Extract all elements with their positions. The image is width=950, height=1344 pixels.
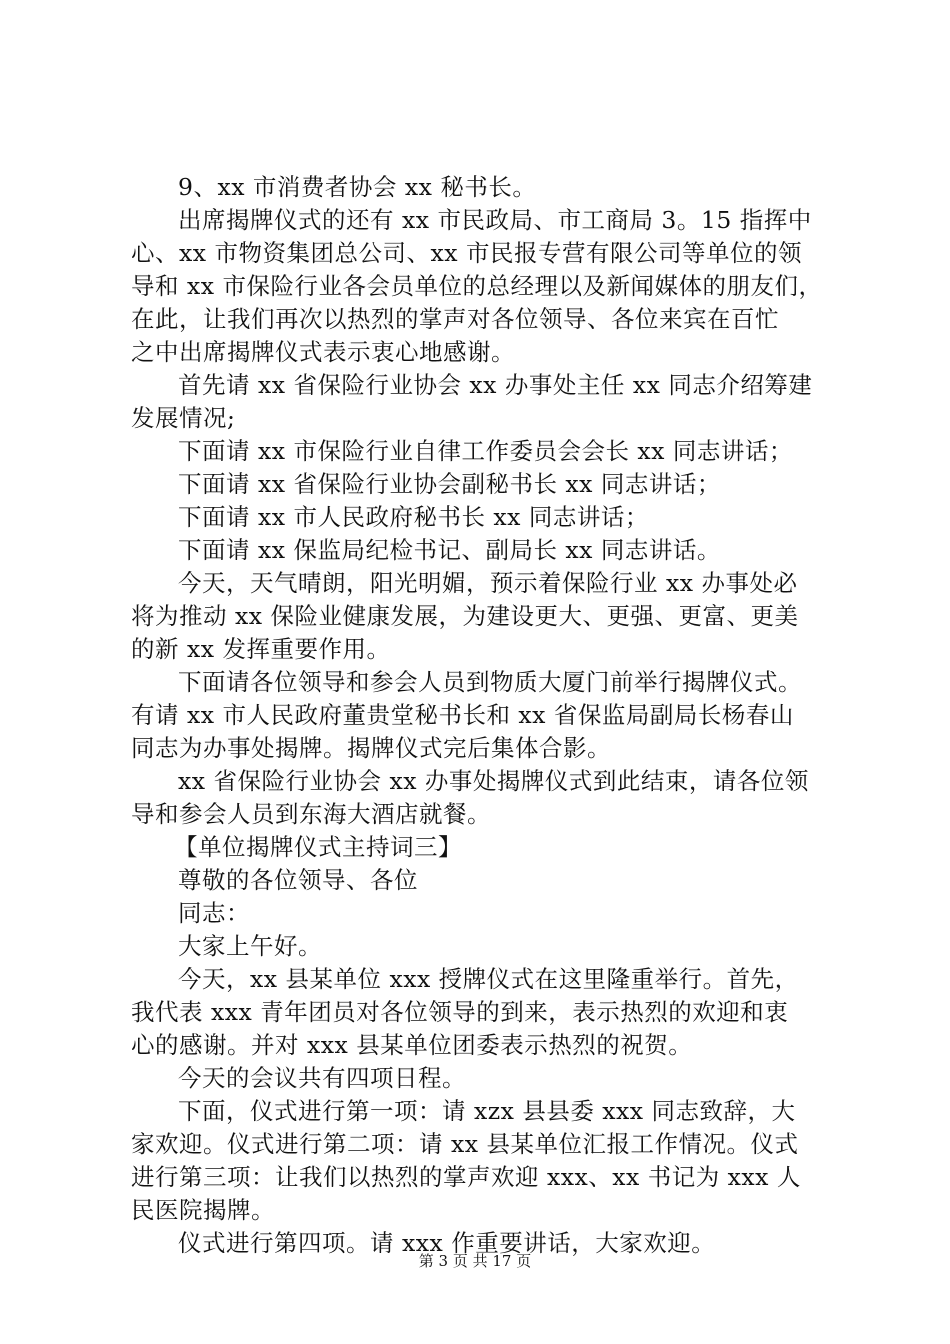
text-line: 之中出席揭牌仪式表示衷心地感谢。 bbox=[131, 338, 515, 366]
text-line: 下面，仪式进行第一项：请 xzx 县县委 xxx 同志致辞，大 bbox=[178, 1097, 796, 1125]
text-line: 同志： bbox=[178, 899, 250, 927]
text-line: 下面请 xx 省保险行业协会副秘书长 xx 同志讲话； bbox=[178, 470, 721, 498]
text-line: 尊敬的各位领导、各位 bbox=[178, 866, 418, 894]
text-line: 下面请 xx 市保险行业自律工作委员会会长 xx 同志讲话； bbox=[178, 437, 793, 465]
text-line: 导和 xx 市保险行业各会员单位的总经理以及新闻媒体的朋友们， bbox=[131, 272, 823, 300]
text-line: 下面请各位领导和参会人员到物质大厦门前举行揭牌仪式。 bbox=[178, 668, 802, 696]
text-line: 今天，天气晴朗，阳光明媚，预示着保险行业 xx 办事处必 bbox=[178, 569, 798, 597]
text-line: 9、xx 市消费者协会 xx 秘书长。 bbox=[178, 173, 537, 201]
page-number-footer: 第 3 页 共 17 页 bbox=[418, 1252, 532, 1270]
text-line: 的新 xx 发挥重要作用。 bbox=[131, 635, 391, 663]
text-line: 有请 xx 市人民政府董贵堂秘书长和 xx 省保监局副局长杨春山 bbox=[131, 701, 794, 729]
text-line: 首先请 xx 省保险行业协会 xx 办事处主任 xx 同志介绍筹建 bbox=[178, 371, 813, 399]
text-line: 下面请 xx 保监局纪检书记、副局长 xx 同志讲话。 bbox=[178, 536, 721, 564]
text-line: 仪式进行第四项。请 xxx 作重要讲话，大家欢迎。 bbox=[178, 1229, 716, 1257]
text-line: 导和参会人员到东海大酒店就餐。 bbox=[131, 800, 491, 828]
text-line: 心的感谢。并对 xxx 县某单位团委表示热烈的祝贺。 bbox=[131, 1031, 693, 1059]
text-line: 家欢迎。仪式进行第二项：请 xx 县某单位汇报工作情况。仪式 bbox=[131, 1130, 799, 1158]
section-heading: 【单位揭牌仪式主持词三】 bbox=[174, 833, 462, 861]
text-line: 今天，xx 县某单位 xxx 授牌仪式在这里隆重举行。首先， bbox=[178, 965, 799, 993]
text-line: 下面请 xx 市人民政府秘书长 xx 同志讲话； bbox=[178, 503, 649, 531]
text-line: 大家上午好。 bbox=[178, 932, 322, 960]
text-line: 进行第三项：让我们以热烈的掌声欢迎 xxx、xx 书记为 xxx 人 bbox=[131, 1163, 801, 1191]
text-line: 心、xx 市物资集团总公司、xx 市民报专营有限公司等单位的领 bbox=[131, 239, 802, 267]
text-line: 民医院揭牌。 bbox=[131, 1196, 275, 1224]
text-line: 今天的会议共有四项日程。 bbox=[178, 1064, 466, 1092]
text-line: 发展情况; bbox=[131, 404, 236, 432]
text-line: 将为推动 xx 保险业健康发展，为建设更大、更强、更富、更美 bbox=[131, 602, 799, 630]
text-line: 出席揭牌仪式的还有 xx 市民政局、市工商局 3。15 指挥中 bbox=[178, 206, 812, 234]
text-line: 在此，让我们再次以热烈的掌声对各位领导、各位来宾在百忙 bbox=[131, 305, 779, 333]
text-line: 同志为办事处揭牌。揭牌仪式完后集体合影。 bbox=[131, 734, 611, 762]
text-line: xx 省保险行业协会 xx 办事处揭牌仪式到此结束，请各位领 bbox=[178, 767, 809, 795]
text-line: 我代表 xxx 青年团员对各位领导的到来，表示热烈的欢迎和衷 bbox=[131, 998, 789, 1026]
